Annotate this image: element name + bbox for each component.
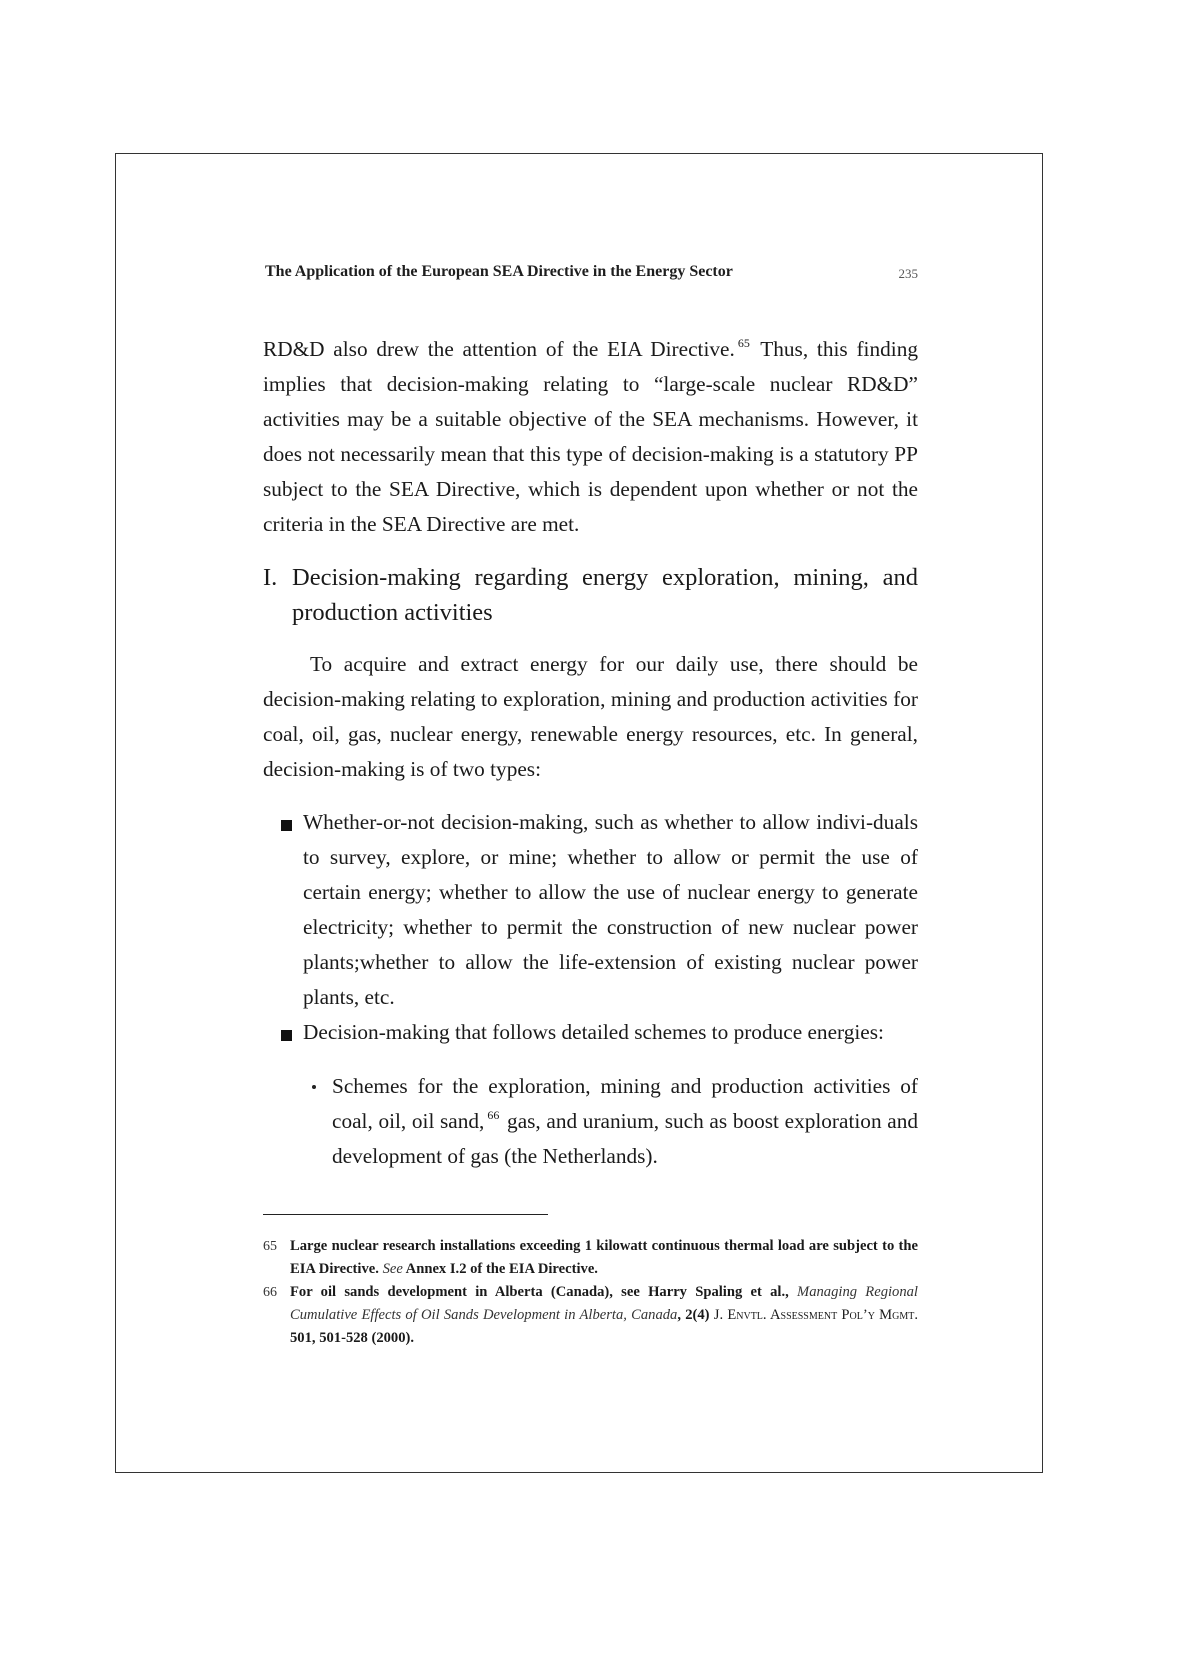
page-number: 235 <box>898 266 918 281</box>
footnote-signal: See <box>382 1261 403 1277</box>
sub-bullet-list <box>263 1069 918 1174</box>
footnote-journal: J. Envtl. Assessment Pol’y Mgmt. <box>713 1307 919 1323</box>
sub-list-item <box>263 1069 918 1174</box>
footnote-text: Annex I.2 of the EIA Directive. <box>405 1261 598 1277</box>
footnote-separator <box>263 1214 548 1215</box>
list-item-text: Decision-making that follows detailed schemes to produce energies: <box>303 1020 884 1044</box>
square-bullet-icon <box>281 1030 292 1041</box>
footnote-66 <box>263 1281 918 1350</box>
section-number: I. <box>263 564 278 591</box>
square-bullet-icon <box>281 820 292 831</box>
footnote-text: , 2(4) <box>677 1307 710 1323</box>
paragraph-2-text: To acquire and extract energy for our daily use, there should be decision-making relating to exploration, mining and production activities for coal, oil, gas, nuclear energy, renewable energy resources, etc. In general, decision-making is of two types: <box>263 652 918 781</box>
paragraph-1 <box>263 332 918 542</box>
paragraph-2 <box>263 647 918 787</box>
list-item <box>263 1015 918 1050</box>
footnote-text: Large nuclear research installations exceeding 1 kilowatt continuous thermal load are subject to the EIA Directive. <box>290 1238 918 1277</box>
dot-bullet-icon <box>312 1085 316 1089</box>
footnote-text: For oil sands development in Alberta (Canada), see Harry Spaling et al., <box>290 1284 789 1300</box>
section-heading <box>263 560 918 630</box>
list-item <box>263 805 918 1015</box>
footnote-text: 501, 501-528 (2000). <box>290 1330 415 1346</box>
section-title: Decision-making regarding energy exploration, mining, and production activities <box>292 564 918 626</box>
running-head-title: The Application of the European SEA Directive in the Energy Sector <box>265 263 733 280</box>
running-head <box>263 263 918 283</box>
footnote-ref-66[interactable]: 66 <box>487 1108 500 1122</box>
paragraph-1-text-a: RD&D also drew the attention of the EIA Directive. <box>263 337 735 361</box>
footnote-65 <box>263 1235 918 1281</box>
bullet-list <box>263 805 918 1050</box>
footnote-number: 65 <box>263 1239 277 1254</box>
list-item-text: Whether-or-not decision-making, such as whether to allow indivi-duals to survey, explore, or mine; whether to allow or permit the use of certain energy; whether to allow the use of nuclear energy to generate electricity; whether to permit the construction of new nuclear power plants;whether to allow the life-extension of existing nuclear power plants, etc. <box>303 810 918 1009</box>
footnotes <box>263 1235 918 1350</box>
footnote-ref-65[interactable]: 65 <box>737 336 750 350</box>
footnote-cited-title: Managing Regional Cumulative Effects of Oil Sands Development in Alberta, Canada <box>290 1284 918 1323</box>
sub-list-item-text-a: Schemes for the exploration, mining and production activities of coal, oil, oil sand, <box>332 1074 918 1133</box>
sub-list-item-text-b: gas, and uranium, such as boost exploration and development of gas (the Netherlands). <box>332 1109 919 1168</box>
footnote-number: 66 <box>263 1285 277 1300</box>
paragraph-1-text-b: Thus, this finding implies that decision-making relating to “large-scale nuclear RD&D” activities may be a suitable objective of the SEA mechanisms. However, it does not necessarily mean that this type of decision-making is a statutory PP subject to the SEA Directive, which is dependent upon whether or not the criteria in the SEA Directive are met. <box>263 337 918 536</box>
